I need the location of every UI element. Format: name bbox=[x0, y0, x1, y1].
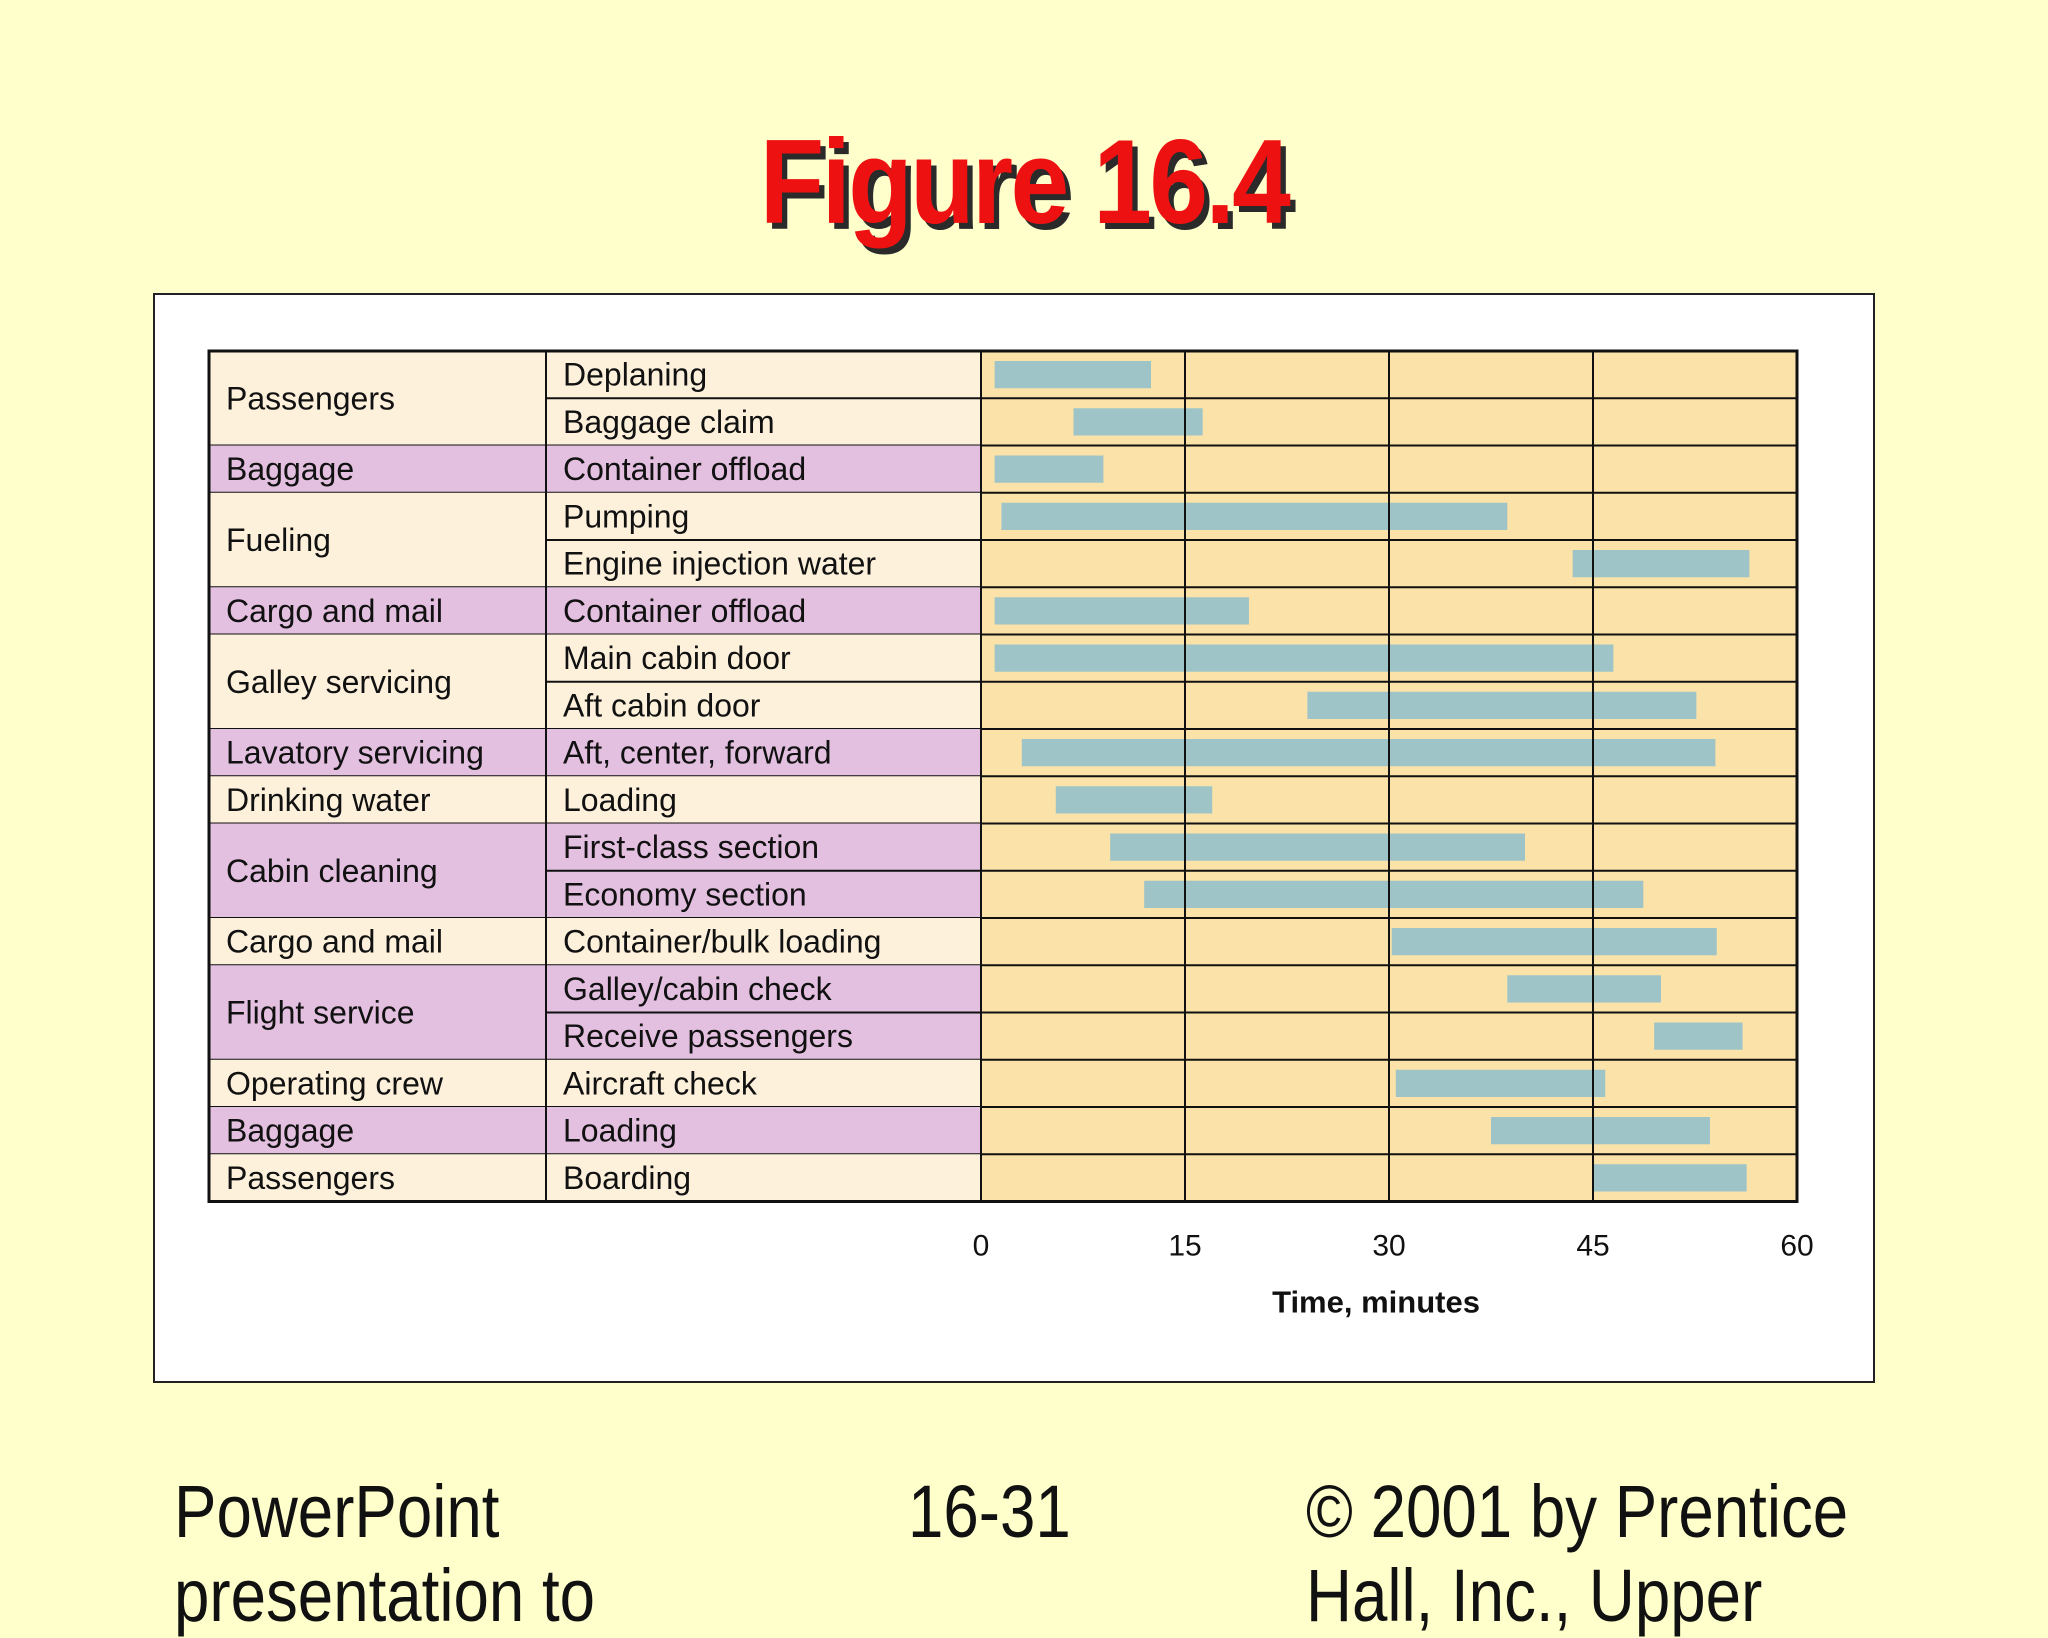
task-bar bbox=[1573, 550, 1750, 577]
task-label: Loading bbox=[563, 781, 677, 818]
task-bar bbox=[1056, 786, 1212, 813]
task-bar bbox=[1491, 1117, 1710, 1144]
task-label: Aft cabin door bbox=[563, 687, 761, 724]
group-label: Galley servicing bbox=[226, 663, 452, 700]
task-bar bbox=[1593, 1164, 1747, 1191]
task-bar bbox=[995, 361, 1151, 388]
group-label: Baggage bbox=[226, 1112, 355, 1149]
task-label: Baggage claim bbox=[563, 403, 775, 440]
task-label: Boarding bbox=[563, 1159, 692, 1196]
task-label: Galley/cabin check bbox=[563, 970, 832, 1007]
group-label: Lavatory servicing bbox=[226, 734, 484, 771]
task-bar bbox=[1022, 739, 1716, 766]
task-bar bbox=[1392, 928, 1717, 955]
footer-left-line2: presentation to bbox=[174, 1554, 596, 1637]
task-label: Pumping bbox=[563, 498, 690, 535]
task-label: First-class section bbox=[563, 829, 820, 866]
task-label: Loading bbox=[563, 1112, 677, 1149]
task-bar bbox=[1110, 834, 1525, 861]
group-label: Cargo and mail bbox=[226, 923, 443, 960]
task-label: Container offload bbox=[563, 592, 807, 629]
group-label: Operating crew bbox=[226, 1065, 443, 1102]
group-label: Cabin cleaning bbox=[226, 852, 438, 889]
footer-left-line1: PowerPoint bbox=[174, 1470, 500, 1553]
task-bar bbox=[1654, 1023, 1742, 1050]
task-bar bbox=[995, 456, 1104, 483]
task-label: Economy section bbox=[563, 876, 807, 913]
task-bar bbox=[1396, 1070, 1605, 1097]
task-label: Main cabin door bbox=[563, 640, 791, 677]
task-bar bbox=[1073, 408, 1202, 435]
group-label: Fueling bbox=[226, 522, 331, 558]
group-label: Cargo and mail bbox=[226, 592, 443, 629]
footer-right-line1: © 2001 by Prentice bbox=[1306, 1470, 1849, 1553]
x-axis-title: Time, minutes bbox=[1272, 1284, 1480, 1320]
x-tick-label: 60 bbox=[1780, 1229, 1814, 1263]
task-bar bbox=[1144, 881, 1643, 908]
x-tick-label: 15 bbox=[1168, 1229, 1202, 1263]
footer-right bbox=[1306, 1470, 1848, 1638]
footer-right-line2: Hall, Inc., Upper bbox=[1306, 1554, 1763, 1637]
group-label: Drinking water bbox=[226, 781, 431, 818]
task-label: Aft, center, forward bbox=[563, 734, 832, 771]
task-bar bbox=[995, 597, 1249, 624]
task-label: Engine injection water bbox=[563, 545, 877, 582]
x-tick-label: 0 bbox=[972, 1229, 990, 1263]
task-label: Container offload bbox=[563, 451, 807, 488]
slide-number: 16-31 bbox=[908, 1470, 1071, 1553]
task-label: Receive passengers bbox=[563, 1018, 853, 1055]
task-bar bbox=[995, 645, 1614, 672]
group-label: Baggage bbox=[226, 451, 355, 488]
task-bar bbox=[1307, 692, 1696, 719]
group-label: Flight service bbox=[226, 994, 415, 1031]
task-label: Aircraft check bbox=[563, 1065, 757, 1102]
group-label: Passengers bbox=[226, 380, 395, 417]
x-tick-label: 30 bbox=[1372, 1229, 1406, 1263]
task-label: Container/bulk loading bbox=[563, 923, 882, 960]
group-label: Passengers bbox=[226, 1159, 395, 1196]
x-tick-label: 45 bbox=[1576, 1229, 1610, 1263]
footer-left bbox=[174, 1470, 595, 1638]
task-bar bbox=[1001, 503, 1507, 530]
task-label: Deplaning bbox=[563, 356, 708, 393]
slide-title: Figure 16.4 bbox=[759, 115, 1289, 249]
task-bar bbox=[1507, 975, 1661, 1002]
